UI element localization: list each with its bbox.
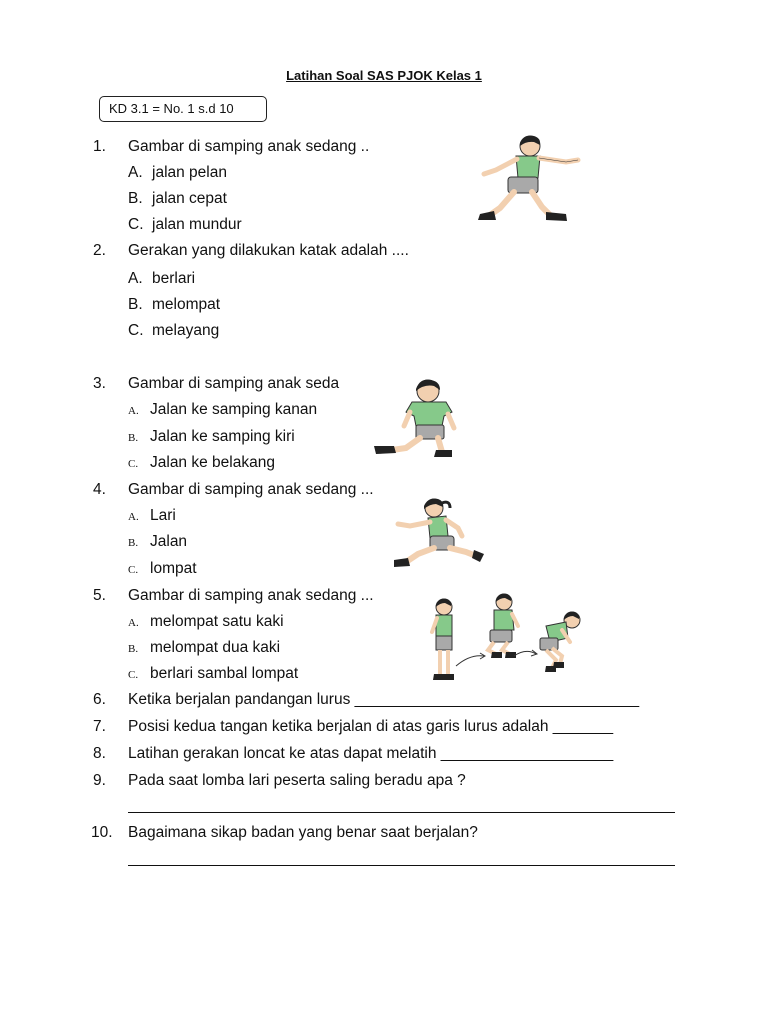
question-number: 6. xyxy=(93,691,106,708)
option xyxy=(128,453,275,474)
option-letter: A. xyxy=(128,270,143,287)
question-text: Gerakan yang dilakukan katak adalah .... xyxy=(128,242,409,259)
question-text: Gambar di samping anak sedang ... xyxy=(128,587,374,604)
question-number: 8. xyxy=(93,745,106,762)
option xyxy=(128,215,242,235)
answer-line xyxy=(128,812,675,813)
option-letter: C. xyxy=(128,216,144,233)
jump-stage-landing xyxy=(540,612,580,672)
motion-arrow-icon xyxy=(456,656,484,666)
option-letter: B. xyxy=(128,190,143,207)
option xyxy=(128,400,317,421)
worksheet-title: Latihan Soal SAS PJOK Kelas 1 xyxy=(286,68,482,83)
option-text: Jalan xyxy=(150,533,188,550)
option-text: Jalan ke samping kiri xyxy=(150,428,295,445)
option xyxy=(128,506,176,527)
question-text: Pada saat lomba lari peserta saling beradu apa ? xyxy=(128,772,466,789)
question-text: Gambar di samping anak seda xyxy=(128,375,340,392)
walking-boy-illustration xyxy=(474,132,586,224)
question-text: Gambar di samping anak sedang ... xyxy=(128,481,374,498)
question-text: Gambar di samping anak sedang .. xyxy=(128,138,370,155)
jumping-sequence-illustration xyxy=(414,590,590,688)
answer-line xyxy=(128,865,675,866)
jump-stage-standing xyxy=(432,599,454,680)
question-number: 7. xyxy=(93,718,106,735)
option-text: melompat dua kaki xyxy=(150,639,281,656)
question-number: 10. xyxy=(91,824,113,841)
option xyxy=(128,612,284,633)
option-letter: A. xyxy=(128,617,139,629)
option-text: melompat xyxy=(152,296,221,313)
question-text: Ketika berjalan pandangan lurus _________________________________ xyxy=(128,691,640,708)
option xyxy=(128,532,187,553)
question-number: 5. xyxy=(93,587,106,604)
option-text: berlari sambal lompat xyxy=(150,665,299,682)
option xyxy=(128,189,227,209)
question-text: Posisi kedua tangan ketika berjalan di atas garis lurus adalah _______ xyxy=(128,718,614,735)
question-number: 4. xyxy=(93,481,106,498)
option-letter: C. xyxy=(128,669,139,681)
jump-stage-mid-air xyxy=(488,594,518,658)
option-text: melompat satu kaki xyxy=(150,613,284,630)
option xyxy=(128,664,298,685)
question-number: 9. xyxy=(93,772,106,789)
option xyxy=(128,638,280,659)
question-number: 3. xyxy=(93,375,106,392)
option xyxy=(128,559,197,580)
option xyxy=(128,427,295,448)
option-letter: C. xyxy=(128,458,139,470)
side-stepping-boy-illustration xyxy=(368,376,480,460)
option-letter: A. xyxy=(128,405,139,417)
question-text: Latihan gerakan loncat ke atas dapat melatih ____________________ xyxy=(128,745,614,762)
question-text: Bagaimana sikap badan yang benar saat berjalan? xyxy=(128,824,478,841)
option-letter: C. xyxy=(128,564,139,576)
option xyxy=(128,295,220,315)
option-letter: B. xyxy=(128,296,143,313)
option-text: Lari xyxy=(150,507,176,524)
option-text: jalan pelan xyxy=(152,164,227,181)
option-text: jalan cepat xyxy=(152,190,227,207)
option-text: jalan mundur xyxy=(152,216,242,233)
option-letter: B. xyxy=(128,537,139,549)
option-letter: A. xyxy=(128,164,143,181)
option-text: Jalan ke samping kanan xyxy=(150,401,318,418)
option-letter: B. xyxy=(128,432,139,444)
option-text: Jalan ke belakang xyxy=(150,454,275,471)
question-number: 1. xyxy=(93,138,106,155)
option xyxy=(128,321,219,341)
option-letter: B. xyxy=(128,643,139,655)
option-text: berlari xyxy=(152,270,196,287)
option-text: lompat xyxy=(150,560,197,577)
running-girl-illustration xyxy=(388,496,488,572)
option xyxy=(128,163,227,183)
option-letter: A. xyxy=(128,511,139,523)
option-letter: C. xyxy=(128,322,144,339)
question-number: 2. xyxy=(93,242,106,259)
option-text: melayang xyxy=(152,322,220,339)
option xyxy=(128,269,195,289)
kd-label-box: KD 3.1 = No. 1 s.d 10 xyxy=(99,96,267,122)
